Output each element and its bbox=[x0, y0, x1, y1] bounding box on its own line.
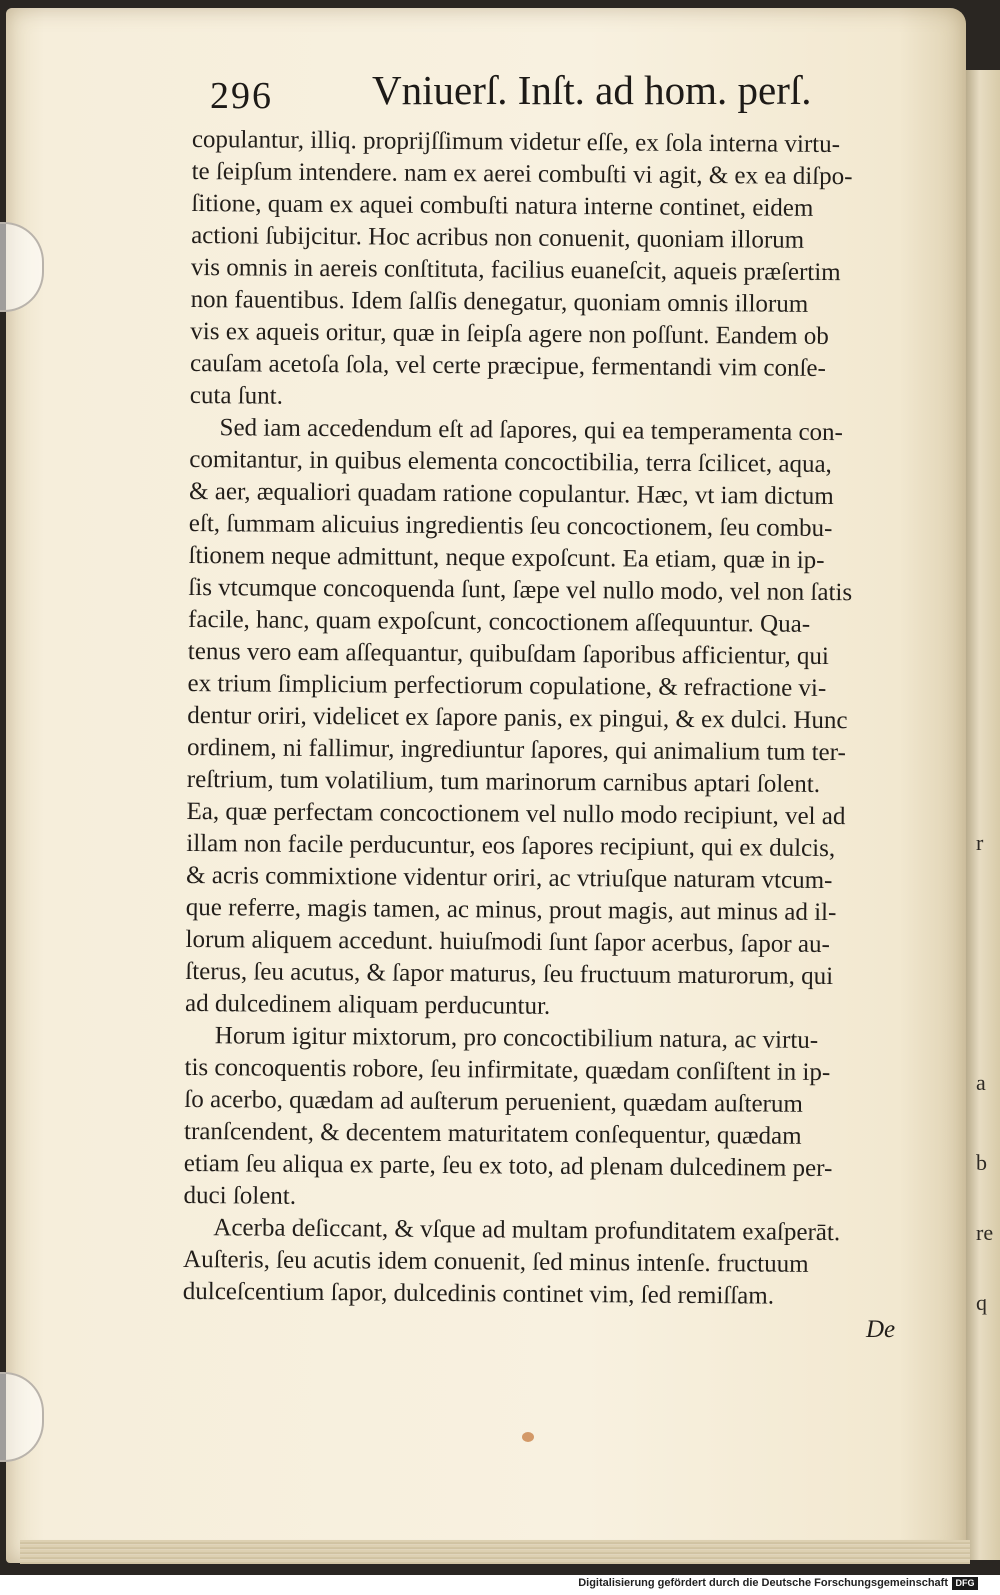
text-line: ſtionem neque admittunt, neque expoſcunt. Ea etiam, quæ in ip- bbox=[188, 541, 825, 574]
catchword: De bbox=[866, 1316, 896, 1343]
text-line: ex trium ſimplicium perfectiorum copulatione, & refractione vi- bbox=[187, 669, 827, 702]
text-line: ſis vtcumque concoquenda ſunt, ſæpe vel nullo modo, vel non ſatis bbox=[188, 573, 853, 607]
running-title: Vniuerſ. Inſt. ad hom. perſ. bbox=[372, 67, 812, 113]
text-line: ſo acerbo, quædam ad auſterum peruenient, quædam auſterum bbox=[184, 1085, 803, 1118]
text-line: & aer, æqualiori quadam ratione copulantur. Hæc, vt iam dictum bbox=[189, 477, 834, 511]
text-line: etiam ſeu aliqua ex parte, ſeu ex toto, ad plenam dulcedinem per- bbox=[183, 1149, 833, 1183]
text-line: Auſteris, ſeu acutis idem conuenit, ſed minus intenſe. fructuum bbox=[182, 1245, 809, 1278]
text-line: ſterus, ſeu acutus, & ſapor maturus, ſeu fructuum maturorum, qui bbox=[185, 957, 834, 991]
page-stain bbox=[522, 1432, 534, 1442]
text-line: dentur oriri, videlicet ex ſapore panis, ex pingui, & ex dulci. Hunc bbox=[187, 701, 848, 735]
text-line: vis ex aqueis oritur, quæ in ſeipſa agere non poſſunt. Eandem ob bbox=[190, 317, 829, 351]
text-line: duci ſolent. bbox=[183, 1181, 297, 1210]
text-line: ordinem, ni fallimur, ingrediuntur ſapores, qui animalium tum ter- bbox=[186, 733, 846, 767]
page-number: 296 bbox=[210, 75, 273, 117]
text-line: Ea, quæ perfectam concoctionem vel nullo modo recipiunt, vel ad bbox=[186, 797, 846, 831]
text-line: eſt, ſummam alicuius ingredientis ſeu concoctionem, ſeu combu- bbox=[188, 509, 833, 543]
text-line: reſtrium, tum volatilium, tum marinorum carnibus aptari ſolent. bbox=[186, 765, 821, 798]
next-leaf-edge: r a b re q bbox=[966, 70, 1000, 1560]
text-line: ſitione, quam ex aquei combuſti natura interne continet, eidem bbox=[191, 189, 814, 222]
running-head bbox=[210, 66, 850, 120]
text-line: lorum aliquem accedunt. huiuſmodi ſunt ſapor acerbus, ſapor au- bbox=[185, 925, 830, 959]
text-line: tis concoquentis robore, ſeu infirmitate, quædam conſiſtent in ip- bbox=[184, 1053, 831, 1087]
text-line: illam non facile perducuntur, eos ſapores recipiunt, qui ex dulcis, bbox=[186, 829, 836, 863]
text-line: que referre, magis tamen, ac minus, prout magis, aut minus ad il- bbox=[185, 893, 837, 927]
body-text bbox=[183, 124, 932, 1314]
footer-bar bbox=[0, 1575, 1000, 1595]
text-line: comitantur, in quibus elementa concoctibilia, terra ſcilicet, aqua, bbox=[189, 445, 832, 479]
text-line: Sed iam accedendum eſt ad ſapores, qui ea temperamenta con- bbox=[219, 414, 844, 447]
text-line: Horum igitur mixtorum, pro concoctibilium natura, ac virtu- bbox=[214, 1022, 819, 1054]
footer-credit: Digitalisierung gefördert durch die Deutsche Forschungsgemeinschaft bbox=[578, 1577, 948, 1589]
text-line: te ſeipſum intendere. nam ex aerei combuſti vi agit, & ex ea diſpo- bbox=[191, 157, 853, 191]
text-line: dulceſcentium ſapor, dulcedinis continet vim, ſed remiſſam. bbox=[182, 1277, 775, 1310]
text-line: actioni ſubijcitur. Hoc acribus non conuenit, quoniam illorum bbox=[191, 221, 805, 254]
text-line: non fauentibus. Idem ſalſis denegatur, quoniam omnis illorum bbox=[190, 285, 809, 318]
text-line: tranſcendent, & decentem maturitatem conſequentur, quædam bbox=[183, 1117, 802, 1150]
text-line: & acris commixtione videntur oriri, ac vtriuſque naturam vtcum- bbox=[185, 861, 833, 895]
text-line: vis omnis in aereis conſtituta, facilius euaneſcit, aqueis præſertim bbox=[190, 253, 841, 287]
text-line: copulantur, illiq. proprijſſimum videtur eſſe, ex ſola interna virtu- bbox=[191, 125, 841, 159]
dfg-logo: DFG bbox=[952, 1577, 978, 1590]
text-line: cuta ſunt. bbox=[189, 381, 284, 410]
page-stack-edge bbox=[20, 1540, 970, 1564]
text-line: facile, hanc, quam expoſcunt, concoctionem aſſequuntur. Qua- bbox=[188, 605, 811, 638]
text-line: ad dulcedinem aliquam perducuntur. bbox=[184, 989, 551, 1020]
text-line: tenus vero eam aſſequantur, quibuſdam ſaporibus afficientur, qui bbox=[187, 637, 830, 671]
text-line: cauſam acetoſa ſola, vel certe præcipue, fermentandi vim conſe- bbox=[190, 349, 827, 382]
text-line: Acerba deſiccant, & vſque ad multam profunditatem exaſperāt. bbox=[213, 1214, 841, 1247]
